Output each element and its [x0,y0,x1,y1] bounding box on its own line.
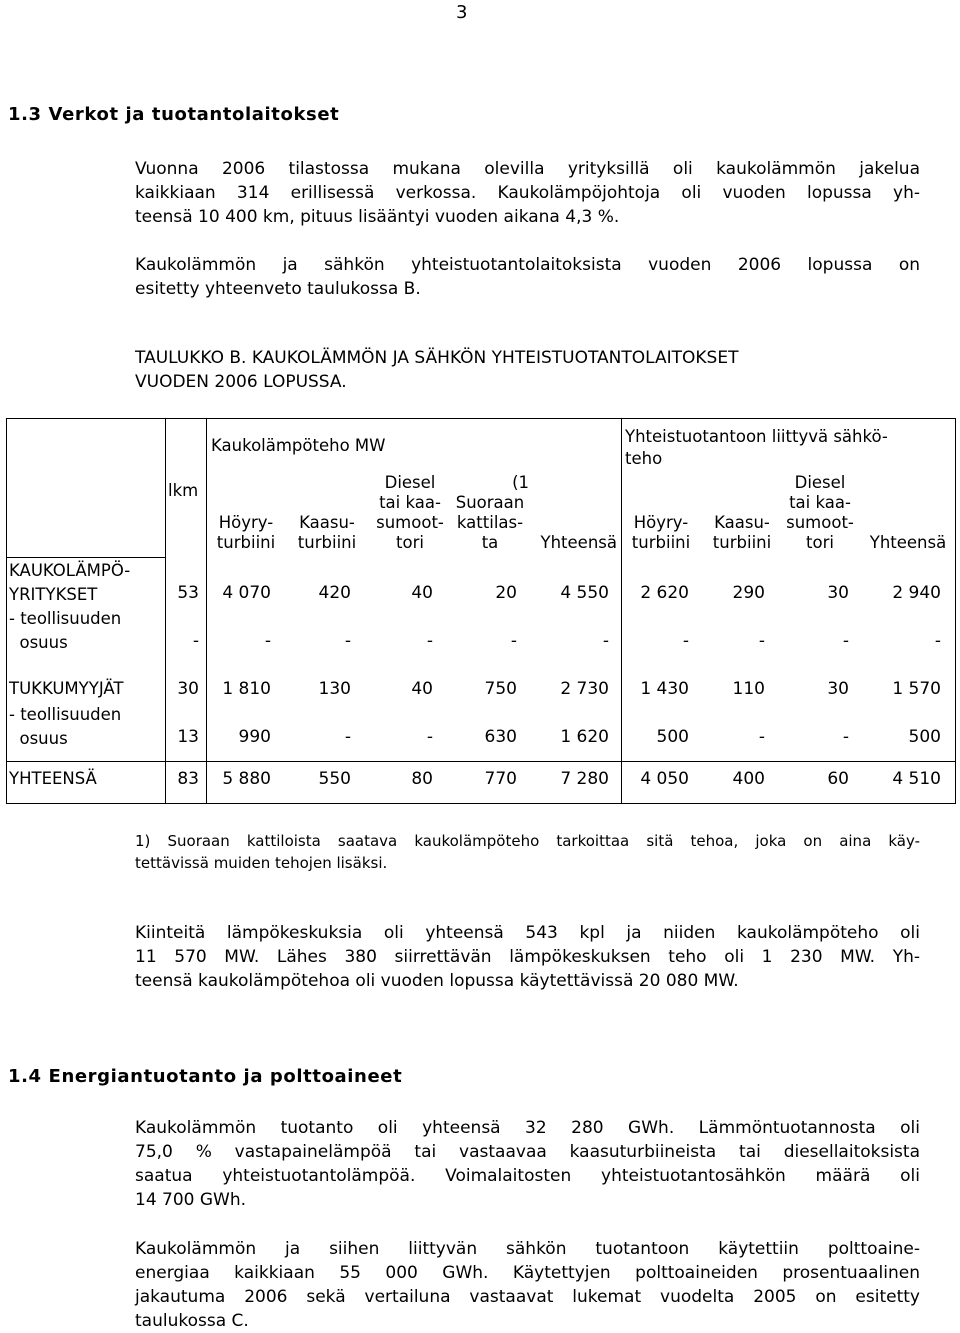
text-line: jakautuma 2006 sekä vertailuna vastaavat lukemat vuodelta 2005 on esitetty [135,1287,920,1307]
text-line: kaikkiaan 314 erillisessä verkossa. Kaukolämpöjohtoja oli vuoden lopussa yh- [135,183,920,203]
table-cell: 400 [732,769,765,789]
table-cell: 1 810 [222,679,271,699]
col-header-power-total: Yhteensä [869,533,947,552]
section-heading-1-3: 1.3 Verkot ja tuotantolaitokset [8,104,340,125]
table-cell: 990 [238,727,271,747]
table-cell: - [758,631,765,651]
footnote-line: 1) Suoraan kattiloista saatava kaukolämpöteho tarkoittaa sitä tehoa, joka on aina käy- [135,832,920,850]
table-cell: 40 [411,583,433,603]
text-line: Vuonna 2006 tilastossa mukana olevilla yrityksillä oli kaukolämmön jakelua [135,159,920,179]
paragraph-fuel-energy [135,1237,920,1333]
col-header-power-diesel: Diesel tai kaa- sumoot- tori [786,473,854,552]
text-line: 75,0 % vastapainelämpöä tai vastaavaa kaasuturbiineista tai diesellaitoksista [135,1142,920,1162]
table-b [6,418,956,804]
table-cell: - [842,727,849,747]
text-line: Kaukolämmön ja sähkön yhteistuotantolaitoksista vuoden 2006 lopussa on [135,255,920,275]
text-line: teensä kaukolämpötehoa oli vuoden lopussa käytettävissä 20 080 MW. [135,971,739,991]
table-cell: 500 [908,727,941,747]
paragraph-heat-plants [135,921,920,993]
table-caption [135,346,738,394]
paragraph-energy-production [135,1116,920,1212]
paragraph-summary-ref [135,253,920,301]
row-label-line: - teollisuuden [9,609,122,628]
table-cell: 4 550 [560,583,609,603]
text-line: Kiinteitä lämpökeskuksia oli yhteensä 543 kpl ja niiden kaukolämpöteho oli [135,923,920,943]
table-cell: 4 510 [892,769,941,789]
table-cell: 40 [411,679,433,699]
table-cell: 1 430 [640,679,689,699]
text-line: 11 570 MW. Lähes 380 siirrettävän lämpökeskuksen teho oli 1 230 MW. Yh- [135,947,920,967]
table-cell: 30 [177,679,199,699]
table-cell: 110 [732,679,765,699]
table-cell: 1 570 [892,679,941,699]
table-cell: 750 [484,679,517,699]
table-cell: 2 730 [560,679,609,699]
row-label-industry-share [9,607,121,655]
table-cell: 80 [411,769,433,789]
table-cell: 630 [484,727,517,747]
table-cell: - [758,727,765,747]
text-line: teensä 10 400 km, pituus lisääntyi vuoden aikana 4,3 %. [135,207,620,227]
col-header-power-steam: Höyry- turbiini [631,513,691,552]
col-header-heat-total: Yhteensä [540,533,617,552]
table-cell: 60 [827,769,849,789]
table-cell: 2 940 [892,583,941,603]
table-cell: 500 [656,727,689,747]
table-cell: - [934,631,941,651]
col-header-lkm: lkm [168,481,199,500]
group-header-power [625,426,888,470]
table-cell: - [602,631,609,651]
text-line: energiaa kaikkiaan 55 000 GWh. Käytettyjen polttoaineiden prosentuaalinen [135,1263,920,1283]
table-divider [7,761,955,762]
table-cell: 20 [495,583,517,603]
col-header-heat-steam: Höyry- turbiini [216,513,276,552]
row-label-line: YRITYKSET [9,585,98,604]
table-cell: - [426,631,433,651]
col-header-heat-gas: Kaasu- turbiini [297,513,357,552]
table-cell: - [264,631,271,651]
col-header-power-gas: Kaasu- turbiini [712,513,772,552]
text-line: saatua yhteistuotantolämpöä. Voimalaitosten yhteistuotantosähkön määrä oli [135,1166,920,1186]
table-cell: - [344,727,351,747]
col-header-heat-diesel: Diesel tai kaa- sumoot- tori [376,473,444,552]
table-cell: 1 620 [560,727,609,747]
footnote-line: tettävissä muiden tehojen lisäksi. [135,854,388,872]
text-line: esitetty yhteenveto taulukossa B. [135,279,421,299]
table-cell: - [426,727,433,747]
table-cell: - [344,631,351,651]
row-label-line: KAUKOLÄMPÖ- [9,561,131,580]
table-cell: 7 280 [560,769,609,789]
table-cell: 420 [318,583,351,603]
table-cell: 770 [484,769,517,789]
page-number: 3 [456,2,468,23]
text-line: Kaukolämmön tuotanto oli yhteensä 32 280 GWh. Lämmöntuotannosta oli [135,1118,920,1138]
row-label-line: - teollisuuden [9,705,122,724]
table-cell: - [682,631,689,651]
row-label-wholesalers: TUKKUMYYJÄT [9,679,124,698]
table-cell: - [192,631,199,651]
col-header-heat-boiler: (1 Suoraan kattilas- ta [455,473,529,552]
table-cell: 550 [318,769,351,789]
group-header-line: teho [625,449,663,468]
table-cell: 30 [827,583,849,603]
table-cell: 5 880 [222,769,271,789]
table-footnote [135,830,920,874]
table-cell: 2 620 [640,583,689,603]
table-cell: 83 [177,769,199,789]
table-cell: 30 [827,679,849,699]
table-cell: - [842,631,849,651]
table-cell: 53 [177,583,199,603]
text-line: taulukossa C. [135,1311,249,1331]
row-label-industry-share [9,703,121,751]
text-line: Kaukolämmön ja siihen liittyvän sähkön tuotantoon käytettiin polttoaine- [135,1239,920,1259]
table-cell: 13 [177,727,199,747]
paragraph-networks [135,157,920,229]
text-line: 14 700 GWh. [135,1190,247,1210]
group-header-line: Yhteistuotantoon liittyvä sähkö- [625,427,888,446]
table-cell: 4 050 [640,769,689,789]
caption-line: VUODEN 2006 LOPUSSA. [135,372,347,392]
row-label-line: osuus [9,633,68,652]
row-label-total: YHTEENSÄ [9,769,97,788]
caption-line: TAULUKKO B. KAUKOLÄMMÖN JA SÄHKÖN YHTEISTUOTANTOLAITOKSET [135,348,739,368]
table-divider [7,557,165,558]
table-cell: 290 [732,583,765,603]
section-heading-1-4: 1.4 Energiantuotanto ja polttoaineet [8,1066,403,1087]
table-cell: 4 070 [222,583,271,603]
table-cell: - [510,631,517,651]
table-cell: 130 [318,679,351,699]
row-label-line: osuus [9,729,68,748]
group-header-heat: Kaukolämpöteho MW [211,436,386,455]
